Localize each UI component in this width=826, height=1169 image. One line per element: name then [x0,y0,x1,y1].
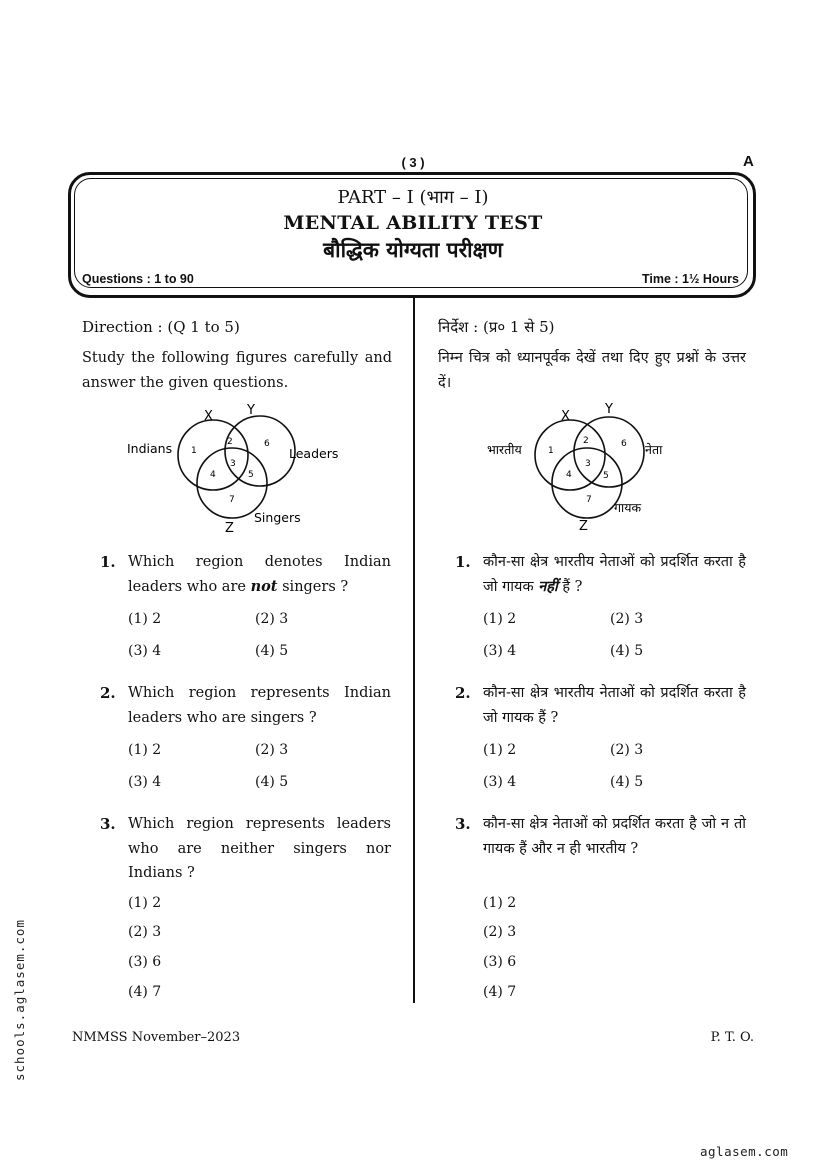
direction-hi: निर्देश : (प्र० 1 से 5) [438,318,555,336]
venn-region-1: 1 [548,446,554,456]
option[interactable]: (3) 4 [128,774,162,790]
footer-pto: P. T. O. [710,1030,754,1045]
column-divider [413,296,415,1003]
venn-region-3: 3 [585,459,591,469]
venn-region-5: 5 [248,470,254,480]
question-number: 2. [455,684,471,702]
option[interactable]: (3) 6 [128,954,162,970]
instruction-en: Study the following figures carefully and answer the given questions. [82,350,392,391]
venn-label-z: Z [225,521,234,536]
corner-watermark: aglasem.com [700,1144,789,1159]
venn-region-6: 6 [621,439,627,449]
venn-diagram-en [120,398,350,538]
question-number: 3. [455,815,471,833]
venn-label-x: X [561,409,570,424]
option[interactable]: (3) 4 [483,643,517,659]
venn-region-7: 7 [586,495,592,505]
footer-exam-name: NMMSS November–2023 [72,1030,241,1045]
title-english: MENTAL ABILITY TEST [283,212,543,234]
venn-region-4: 4 [566,470,572,480]
venn-region-7: 7 [229,495,235,505]
question-number: 3. [100,815,116,833]
venn-label-leaders: नेता [645,442,663,457]
venn-label-singers: गायक [614,500,642,515]
venn-region-4: 4 [210,470,216,480]
page-number: ( 3 ) [401,155,425,170]
option[interactable]: (4) 7 [128,984,162,1000]
title-hindi: बौद्धिक योग्यता परीक्षण [323,237,503,262]
direction-en: Direction : (Q 1 to 5) [82,318,240,336]
part-heading: PART – I (भाग – I) [337,187,489,208]
questions-range: Questions : 1 to 90 [82,272,194,286]
venn-label-y: Y [247,403,255,418]
venn-label-x: X [204,409,213,424]
venn-diagram-hi [480,398,710,538]
venn-label-singers: Singers [254,510,301,525]
option[interactable]: (1) 2 [483,895,517,911]
option[interactable]: (2) 3 [255,611,289,627]
option[interactable]: (3) 4 [483,774,517,790]
option[interactable]: (1) 2 [483,742,517,758]
question-text-en-2: Which region represents Indian leaders who are singers ? [128,685,391,726]
venn-region-1: 1 [191,446,197,456]
question-number: 1. [100,553,116,571]
venn-region-2: 2 [583,436,589,446]
question-number: 1. [455,553,471,571]
venn-region-3: 3 [230,459,236,469]
venn-region-5: 5 [603,471,609,481]
question-text-en-3: Which region represents leaders who are neither singers nor Indians ? [128,816,391,881]
option[interactable]: (2) 3 [128,924,162,940]
question-text-hi-1: कौन-सा क्षेत्र भारतीय नेताओं को प्रदर्शित करता है जो गायक नहीं हैं ? [483,554,746,595]
venn-region-2: 2 [227,437,233,447]
option[interactable]: (4) 5 [255,643,289,659]
option[interactable]: (4) 7 [483,984,517,1000]
option[interactable]: (1) 2 [483,611,517,627]
option[interactable]: (2) 3 [255,742,289,758]
option[interactable]: (2) 3 [610,742,644,758]
circle-leaders [574,417,644,487]
option[interactable]: (4) 5 [610,774,644,790]
question-text-en-1: Which region denotes Indian leaders who are not singers ? [128,554,391,595]
option[interactable]: (4) 5 [255,774,289,790]
venn-label-z: Z [579,519,588,534]
time-limit: Time : 1½ Hours [641,272,739,286]
question-number: 2. [100,684,116,702]
option[interactable]: (1) 2 [128,895,162,911]
set-code: A [743,153,754,170]
question-text-hi-3: कौन-सा क्षेत्र नेताओं को प्रदर्शित करता है जो न तो गायक हैं और न ही भारतीय ? [483,816,746,857]
option[interactable]: (4) 5 [610,643,644,659]
option[interactable]: (1) 2 [128,742,162,758]
option[interactable]: (2) 3 [483,924,517,940]
venn-label-indians: Indians [127,441,173,456]
instruction-hi: निम्न चित्र को ध्यानपूर्वक देखें तथा दिए हुए प्रश्नों के उत्तर दें। [438,350,746,391]
circle-leaders [225,416,295,486]
option[interactable]: (3) 4 [128,643,162,659]
venn-label-indians: भारतीय [487,442,522,457]
option[interactable]: (2) 3 [610,611,644,627]
venn-label-y: Y [605,402,613,417]
question-text-hi-2: कौन-सा क्षेत्र भारतीय नेताओं को प्रदर्शित करता है जो गायक हैं ? [483,685,746,726]
venn-label-leaders: Leaders [289,446,339,461]
option[interactable]: (3) 6 [483,954,517,970]
option[interactable]: (1) 2 [128,611,162,627]
venn-region-6: 6 [264,439,270,449]
